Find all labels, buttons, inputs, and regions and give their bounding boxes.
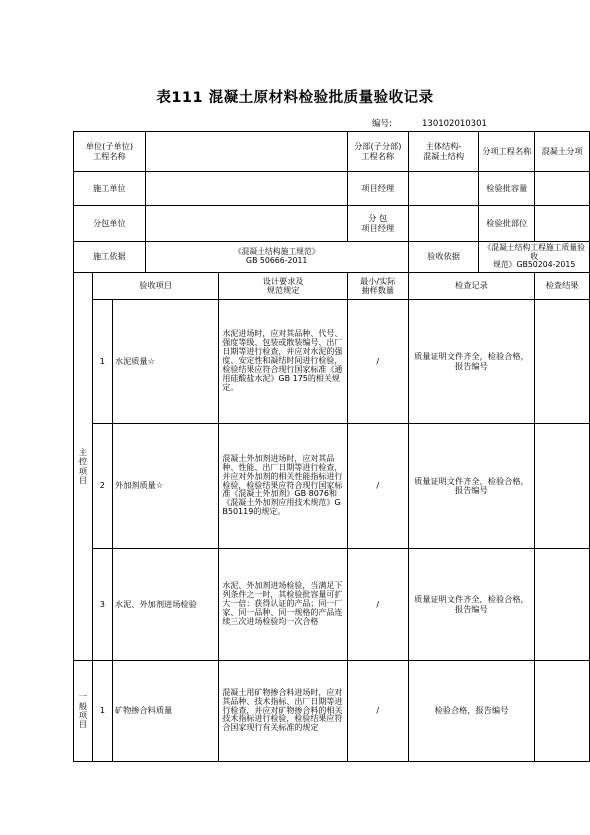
- requirement-text: 混凝土用矿物掺合料进场时，应对其品种、技术指标、出厂日期等进行检查，并应对矿物掺合料的相关技术指标进行检验，检验结果应符合国家现行有关标准的规定: [219, 661, 347, 762]
- row-number: 2: [92, 424, 112, 549]
- subcontractor-field[interactable]: [145, 206, 347, 242]
- header-row-contractor: [74, 172, 590, 206]
- item-name: 水泥质量☆: [112, 300, 219, 424]
- sample-count[interactable]: /: [347, 300, 408, 424]
- batch-location-field[interactable]: [535, 206, 590, 242]
- sub-item-label: 分项工程名称: [479, 132, 535, 172]
- table-row: [74, 661, 590, 762]
- main-control-category: 主 控 项 目: [74, 273, 93, 661]
- item-name: 外加剂质量☆: [112, 424, 219, 549]
- page-title: 表111 混凝土原材料检验批质量验收记录: [156, 90, 434, 106]
- batch-capacity-label: 检验批容量: [479, 172, 535, 206]
- sample-count[interactable]: /: [347, 661, 408, 762]
- batch-capacity-field[interactable]: [535, 172, 590, 206]
- sub-division-label: 分部(子分部) 工程名称: [347, 132, 408, 172]
- unit-name-field[interactable]: [145, 132, 347, 172]
- col-header-record: 检查记录: [408, 273, 534, 300]
- table-row: [74, 300, 590, 424]
- construction-basis-value: 《混凝土结构施工规范》 GB 50666-2011: [145, 242, 408, 273]
- check-result[interactable]: [535, 661, 590, 762]
- project-manager-field[interactable]: [408, 172, 479, 206]
- record-number: [372, 117, 487, 129]
- item-name: 水泥、外加剂进场检验: [112, 549, 219, 661]
- requirement-text: 混凝土外加剂进场时，应对其品种、性能、出厂日期等进行检查，并应对外加剂的相关性能指标进行检验，检验结果应符合现行国家标准《混凝土外加剂》GB 8076和《混凝土外加剂应用技术规范》GB50119的规定。: [219, 424, 347, 549]
- col-header-requirement: 设计要求及 规范规定: [219, 273, 347, 300]
- project-manager-label: 项目经理: [347, 172, 408, 206]
- col-header-sample: 最小/实际 抽样数量: [347, 273, 408, 300]
- sub-project-manager-label: 分 包 项目经理: [347, 206, 408, 242]
- table-row: [74, 424, 590, 549]
- acceptance-basis-label: 验收依据: [408, 242, 479, 273]
- header-row-basis: [74, 242, 590, 273]
- check-result[interactable]: [535, 549, 590, 661]
- sample-count[interactable]: /: [347, 424, 408, 549]
- check-result[interactable]: [535, 300, 590, 424]
- check-result[interactable]: [535, 424, 590, 549]
- check-record[interactable]: 质量证明文件齐全，检验合格，报告编号: [408, 300, 534, 424]
- sub-division-field[interactable]: 主体结构- 混凝土结构: [408, 132, 479, 172]
- check-record[interactable]: 质量证明文件齐全，检验合格，报告编号: [408, 424, 534, 549]
- table-row: [74, 549, 590, 661]
- row-number: 1: [92, 661, 112, 762]
- sub-item-field[interactable]: 混凝土分项: [535, 132, 590, 172]
- column-header-row: [74, 273, 590, 300]
- row-number: 3: [92, 549, 112, 661]
- record-number-label: 编号:: [372, 119, 392, 129]
- check-record[interactable]: 检验合格，报告编号: [408, 661, 534, 762]
- col-header-item: 验收项目: [92, 273, 218, 300]
- requirement-text: 水泥、外加剂进场检验，当满足下列条件之一时，其检验批容量可扩大一倍：获得认证的产品；同一厂家、同一品种、同一规格的产品连续三次进场检验均一次合格: [219, 549, 347, 661]
- item-name: 矿物掺合料质量: [112, 661, 219, 762]
- contractor-field[interactable]: [145, 172, 347, 206]
- sample-count[interactable]: /: [347, 549, 408, 661]
- requirement-text: 水泥进场时，应对其品种、代号、强度等级、包装或散装编号、出厂日期等进行检查，并应对水泥的强度、安定性和凝结时间进行检验，检验结果应符合现行国家标准《通用硅酸盐水泥》GB 175的相关规定。: [219, 300, 347, 424]
- check-record[interactable]: 质量证明文件齐全，检验合格，报告编号: [408, 549, 534, 661]
- subcontractor-label: 分包单位: [74, 206, 146, 242]
- header-row-unit: [74, 132, 590, 172]
- batch-location-label: 检验批部位: [479, 206, 535, 242]
- row-number: 1: [92, 300, 112, 424]
- general-category: 一 般 项 目: [74, 661, 93, 762]
- inspection-record-table: [73, 131, 590, 762]
- sub-project-manager-field[interactable]: [408, 206, 479, 242]
- construction-basis-label: 施工依据: [74, 242, 146, 273]
- record-number-value: 130102010301: [422, 119, 487, 129]
- col-header-result: 检查结果: [535, 273, 590, 300]
- contractor-label: 施工单位: [74, 172, 146, 206]
- acceptance-basis-value: 《混凝土结构工程施工质量验收 规范》GB50204-2015: [479, 242, 590, 273]
- unit-name-label: 单位(子单位) 工程名称: [74, 132, 146, 172]
- header-row-subcontractor: [74, 206, 590, 242]
